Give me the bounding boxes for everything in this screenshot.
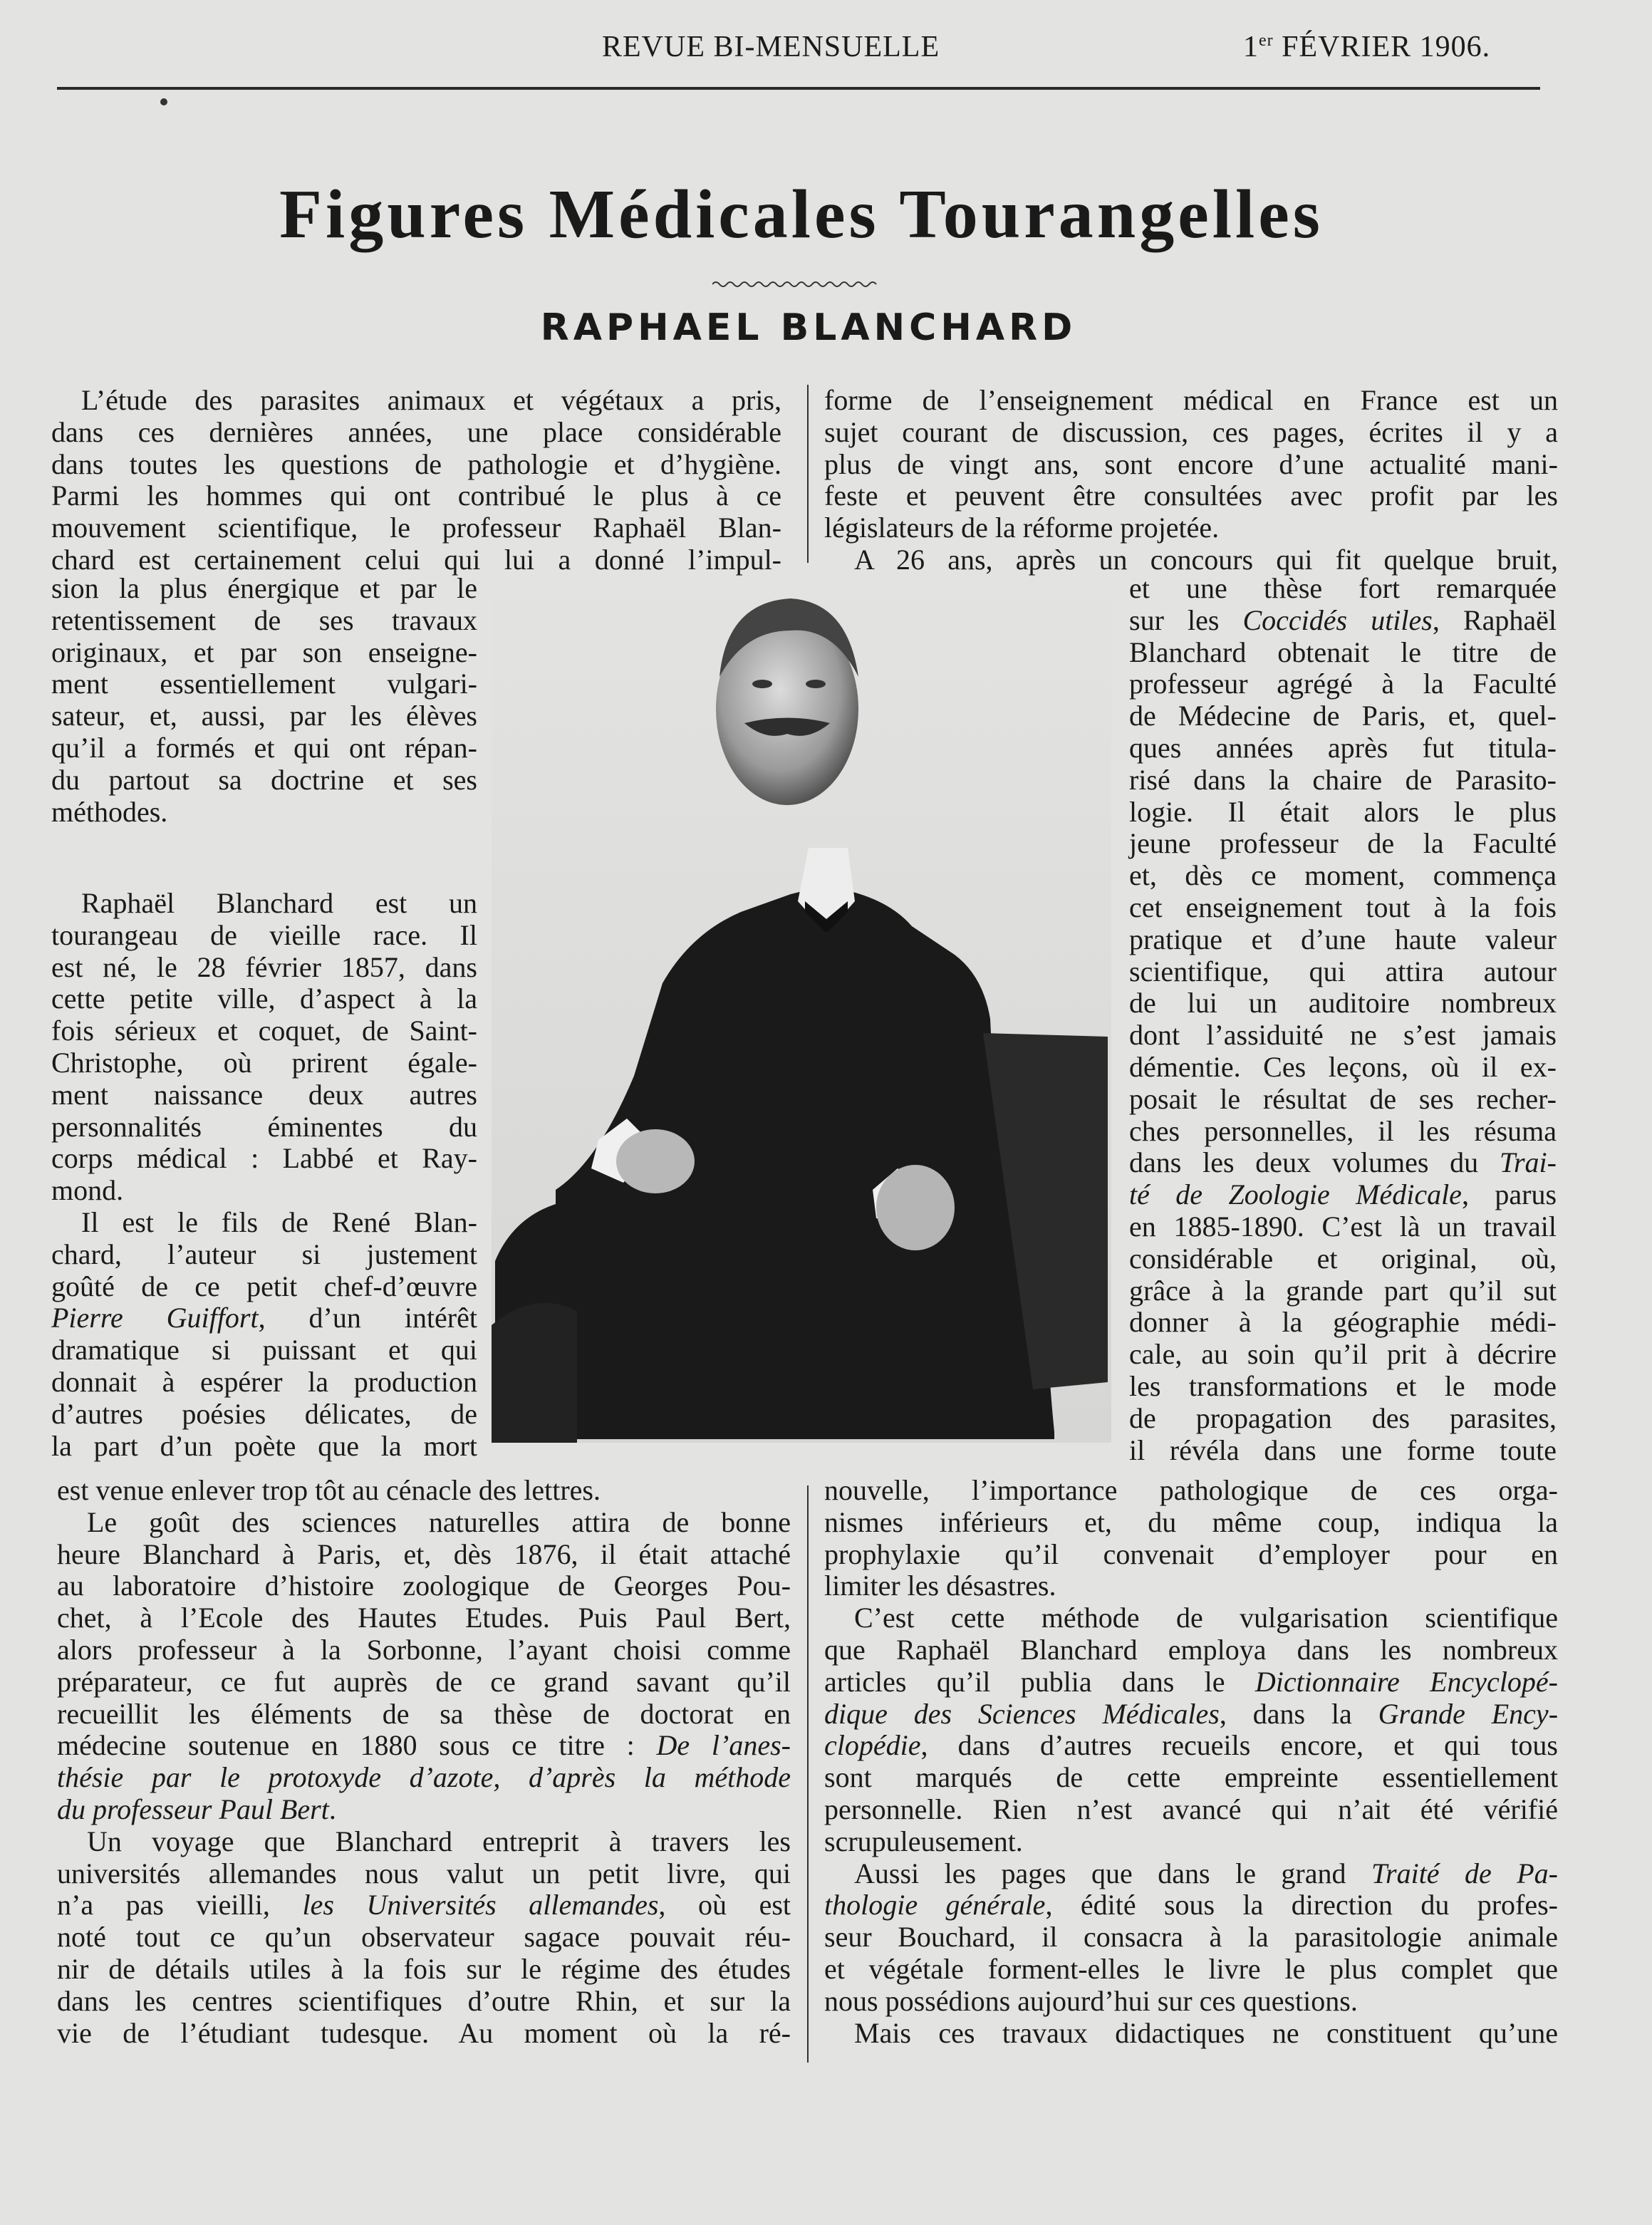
text-line: et, dès ce moment, commença bbox=[1129, 859, 1557, 892]
text-line: ment naissance deux autres bbox=[51, 1078, 477, 1111]
text-line: thologie générale, édité sous la direction du profes- bbox=[824, 1889, 1558, 1921]
text-line: C’est cette méthode de vulgarisation scientifique bbox=[854, 1602, 1558, 1634]
text-line: de Médecine de Paris, et, quel- bbox=[1129, 700, 1557, 732]
text-line: retentissement de ses travaux bbox=[51, 603, 477, 636]
text-line: pratique et d’une haute valeur bbox=[1129, 923, 1557, 955]
text-line: médecine soutenue en 1880 sous ce titre : De l’anes- bbox=[57, 1729, 791, 1762]
text-line: nismes inférieurs et, du même coup, indiqua la bbox=[824, 1505, 1558, 1538]
text-line: nouvelle, l’importance pathologique de ces orga- bbox=[824, 1474, 1558, 1506]
text-line: posait le résultat de ses recher- bbox=[1129, 1082, 1557, 1115]
text-line: que Raphaël Blanchard employa dans les nombreux bbox=[824, 1634, 1558, 1666]
text-line: Aussi les pages que dans le grand Traité de Pa- bbox=[854, 1857, 1559, 1889]
text-line: vie de l’étudiant tudesque. Au moment où la ré- bbox=[57, 2016, 791, 2049]
text-line: en 1885-1890. C’est là un travail bbox=[1129, 1210, 1557, 1243]
text-line: goûté de ce petit chef-d’œuvre bbox=[51, 1270, 477, 1302]
text-line: démentie. Ces leçons, où il ex- bbox=[1129, 1051, 1557, 1083]
text-line: chard est certainement celui qui lui a donné l’impul- bbox=[51, 544, 781, 576]
text-line: la part d’un poète que la mort bbox=[51, 1429, 477, 1462]
text-line: donnait à espérer la production bbox=[51, 1366, 477, 1398]
text-line: sujet courant de discussion, ces pages, écrites il y a bbox=[824, 415, 1558, 448]
text-line: et végétale forment-elles le livre le plus complet que bbox=[824, 1953, 1558, 1985]
text-line: mouvement scientifique, le professeur Raphaël Blan- bbox=[51, 512, 781, 544]
text-line: donner à la géographie médi- bbox=[1129, 1306, 1557, 1339]
print-speck bbox=[160, 98, 167, 105]
text-line: jeune professeur de la Faculté bbox=[1129, 827, 1557, 860]
text-line: ches personnelles, il les résuma bbox=[1129, 1114, 1557, 1147]
text-line: mond. bbox=[51, 1174, 124, 1207]
text-line: Le goût des sciences naturelles attira de bonne bbox=[87, 1505, 791, 1538]
text-line: articles qu’il publia dans le Dictionnaire Encyclopé- bbox=[824, 1665, 1559, 1698]
text-line: logie. Il était alors le plus bbox=[1129, 795, 1557, 828]
text-line: dans toutes les questions de pathologie et d’hygiène. bbox=[51, 447, 781, 480]
text-line: prophylaxie qu’il convenait d’employer pour en bbox=[824, 1537, 1558, 1570]
text-line: Pierre Guiffort, d’un intérêt bbox=[51, 1302, 477, 1334]
text-line: seur Bouchard, il consacra à la parasitologie animale bbox=[824, 1921, 1558, 1954]
text-line: et une thèse fort remarquée bbox=[1129, 572, 1557, 604]
text-line: limiter les désastres. bbox=[824, 1570, 1056, 1602]
text-line: est venue enlever trop tôt au cénacle des lettres. bbox=[57, 1474, 601, 1506]
text-line: forme de l’enseignement médical en France est un bbox=[824, 384, 1558, 416]
text-line: du professeur Paul Bert. bbox=[57, 1793, 336, 1825]
column-rule bbox=[807, 1485, 809, 2063]
text-line: dans les centres scientifiques d’outre Rhin, et sur la bbox=[57, 1984, 791, 2017]
text-line: n’a pas vieilli, les Universités allemandes, où est bbox=[57, 1889, 791, 1921]
title-ornament bbox=[712, 280, 880, 289]
article-title: Figures Médicales Tourangelles bbox=[279, 176, 1324, 253]
text-line: nir de détails utiles à la fois sur le régime des études bbox=[57, 1953, 791, 1985]
text-line: scrupuleusement. bbox=[824, 1825, 1023, 1857]
portrait-photo bbox=[492, 577, 1111, 1443]
text-line: Blanchard obtenait le titre de bbox=[1129, 636, 1557, 668]
text-line: sateur, et, aussi, par les élèves bbox=[51, 700, 477, 732]
column-rule bbox=[807, 385, 809, 563]
text-line: personnelle. Rien n’est avancé qui n’ait été vérifié bbox=[824, 1793, 1558, 1825]
text-line: dans les deux volumes du Trai- bbox=[1129, 1146, 1557, 1179]
text-line: alors professeur à la Sorbonne, l’ayant choisi comme bbox=[57, 1634, 791, 1666]
text-line: plus de vingt ans, sont encore d’une actualité mani- bbox=[824, 447, 1558, 480]
text-line: corps médical : Labbé et Ray- bbox=[51, 1142, 477, 1175]
text-line: qu’il a formés et qui ont répan- bbox=[51, 732, 477, 764]
text-line: Christophe, où prirent égale- bbox=[51, 1047, 477, 1079]
text-line: de propagation des parasites, bbox=[1129, 1401, 1557, 1434]
text-line: recueillit les éléments de sa thèse de doctorat en bbox=[57, 1697, 791, 1730]
text-line: les transformations et le mode bbox=[1129, 1370, 1557, 1402]
text-line: Mais ces travaux didactiques ne constituent qu’une bbox=[854, 2016, 1558, 2049]
running-header bbox=[0, 30, 1652, 73]
text-line: chet, à l’Ecole des Hautes Etudes. Puis Paul Bert, bbox=[57, 1602, 791, 1634]
text-line: thésie par le protoxyde d’azote, d’après la méthode bbox=[57, 1761, 791, 1794]
text-line: méthodes. bbox=[51, 795, 168, 828]
text-line: considérable et original, où, bbox=[1129, 1242, 1557, 1275]
text-line: scientifique, qui attira autour bbox=[1129, 955, 1557, 987]
text-line: Un voyage que Blanchard entreprit à travers les bbox=[87, 1825, 791, 1857]
text-line: du partout sa doctrine et ses bbox=[51, 763, 477, 796]
text-line: originaux, et par son enseigne- bbox=[51, 636, 477, 668]
text-line: tourangeau de vieille race. Il bbox=[51, 918, 477, 951]
text-line: sion la plus énergique et par le bbox=[51, 572, 477, 604]
issue-date: 1er FÉVRIER 1906. bbox=[1243, 31, 1491, 63]
text-line: noté tout ce qu’un observateur sagace pouvait réu- bbox=[57, 1921, 791, 1954]
header-rule bbox=[57, 87, 1540, 90]
text-line: L’étude des parasites animaux et végétaux a pris, bbox=[81, 384, 781, 416]
text-line: ment essentiellement vulgari- bbox=[51, 668, 477, 700]
text-line: professeur agrégé à la Faculté bbox=[1129, 668, 1557, 700]
text-line: dramatique si puissant et qui bbox=[51, 1334, 477, 1366]
text-line: clopédie, dans d’autres recueils encore, et qui tous bbox=[824, 1729, 1558, 1762]
text-line: de lui un auditoire nombreux bbox=[1129, 987, 1557, 1020]
text-line: risé dans la chaire de Parasito- bbox=[1129, 763, 1557, 796]
text-line: Il est le fils de René Blan- bbox=[81, 1206, 477, 1238]
text-line: législateurs de la réforme projetée. bbox=[824, 512, 1220, 544]
text-line: est né, le 28 février 1857, dans bbox=[51, 950, 477, 983]
text-line: au laboratoire d’histoire zoologique de Georges Pou- bbox=[57, 1570, 791, 1602]
text-line: cale, au soin qu’il prit à décrire bbox=[1129, 1338, 1557, 1371]
text-line: fois sérieux et coquet, de Saint- bbox=[51, 1015, 477, 1047]
text-line: ques années après fut titula- bbox=[1129, 732, 1557, 764]
text-line: Raphaël Blanchard est un bbox=[81, 887, 477, 919]
publication-name: REVUE BI-MENSUELLE bbox=[602, 31, 940, 63]
text-line: heure Blanchard à Paris, et, dès 1876, il était attaché bbox=[57, 1537, 791, 1570]
text-line: sur les Coccidés utiles, Raphaël bbox=[1129, 603, 1557, 636]
text-line: A 26 ans, après un concours qui fit quelque bruit, bbox=[854, 544, 1558, 576]
text-line: grâce à la grande part qu’il sut bbox=[1129, 1274, 1557, 1307]
text-line: universités allemandes nous valut un petit livre, qui bbox=[57, 1857, 791, 1889]
text-line: il révéla dans une forme toute bbox=[1129, 1433, 1557, 1466]
text-line: feste et peuvent être consultées avec profit par les bbox=[824, 479, 1558, 512]
text-line: sont marqués de cette empreinte essentiellement bbox=[824, 1761, 1558, 1794]
text-line: personnalités éminentes du bbox=[51, 1110, 477, 1143]
text-line: chard, l’auteur si justement bbox=[51, 1238, 477, 1270]
text-line: dique des Sciences Médicales, dans la Grande Ency- bbox=[824, 1697, 1559, 1730]
article-subtitle: RAPHAEL BLANCHARD bbox=[540, 306, 1077, 349]
text-line: nous possédions aujourd’hui sur ces questions. bbox=[824, 1984, 1358, 2017]
text-line: dans ces dernières années, une place considérable bbox=[51, 415, 781, 448]
text-line: cette petite ville, d’aspect à la bbox=[51, 982, 477, 1015]
text-line: Parmi les hommes qui ont contribué le plus à ce bbox=[51, 479, 781, 512]
text-line: préparateur, ce fut auprès de ce grand savant qu’il bbox=[57, 1665, 791, 1698]
text-line: cet enseignement tout à la fois bbox=[1129, 891, 1557, 923]
text-line: té de Zoologie Médicale, parus bbox=[1129, 1178, 1557, 1211]
text-line: d’autres poésies délicates, de bbox=[51, 1397, 477, 1430]
text-line: dont l’assiduité ne s’est jamais bbox=[1129, 1019, 1557, 1052]
